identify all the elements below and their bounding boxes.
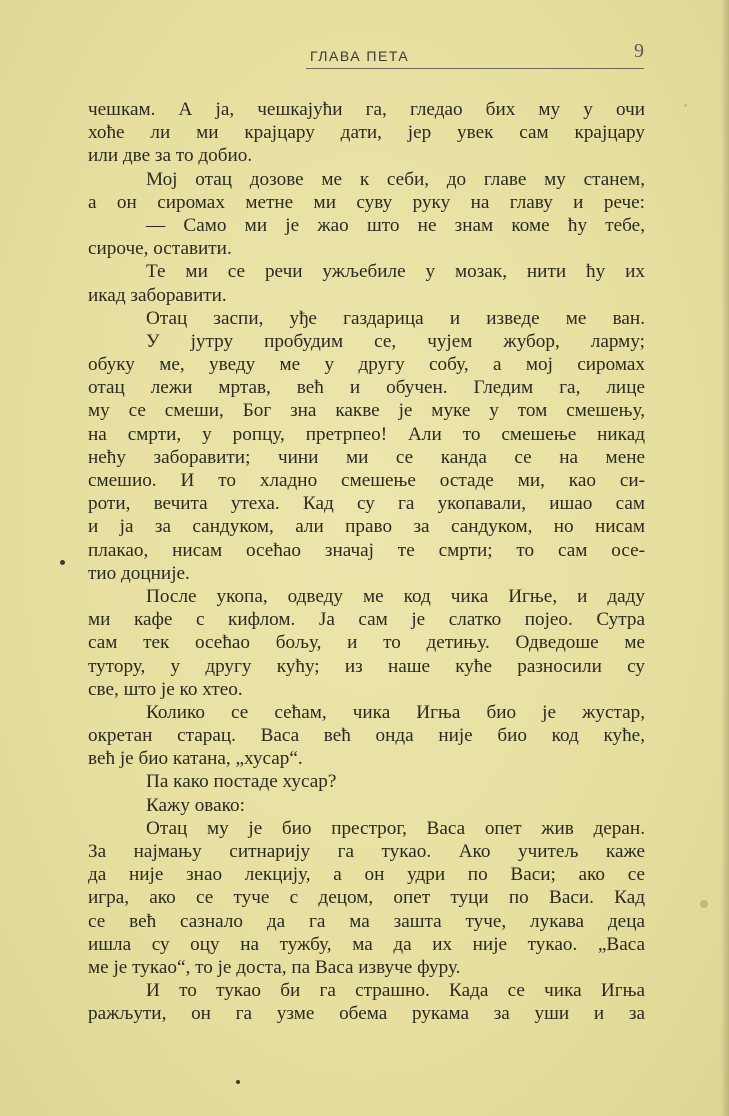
text-line: И то тукао би га страшно. Када се чика Игња: [146, 980, 645, 1002]
text-line: већ је био катана, „хусар“.: [88, 748, 303, 770]
text-line: ме је тукао“, то је доста, па Васа извуче фуру.: [88, 956, 461, 978]
text-line: Отац заспи, уђе газдарица и изведе ме ван.: [146, 307, 645, 329]
text-line: ишла су оцу на тужбу, ма да их није тукао. „Васа: [88, 933, 645, 955]
text-line: плакао, нисам осећао значај те смрти; то сам осе-: [88, 539, 645, 561]
text-line: сам тек осећао бољу, и то детињу. Одведоше ме: [88, 632, 645, 654]
text-line: му се смеши, Бог зна какве је муке у том смешењу,: [88, 400, 645, 422]
margin-speck: [236, 1080, 240, 1084]
text-line: икад заборавити.: [88, 284, 227, 306]
text-line: да није знао лекцију, а он удри по Васи; ако се: [88, 864, 645, 886]
text-line: чешкам. А ја, чешкајући га, гледао бих му у очи: [88, 99, 645, 120]
text-line: тутору, у другу кућу; из наше куће разносили су: [88, 655, 645, 677]
text-line: игра, ако се туче с децом, опет туци по Васи. Кад: [88, 887, 645, 909]
text-line: Колико се сећам, чика Игња био је жустар,: [146, 701, 645, 723]
text-line: ми кафе с кифлом. Ја сам је слатко појео. Сутра: [88, 609, 645, 631]
page-number: 9: [634, 40, 644, 62]
text-line: и ја за сандуком, али право за сандуком, но нисам: [88, 516, 645, 538]
text-line: се већ сазнало да га ма зашта туче, лукава деца: [88, 910, 645, 932]
text-line: Па како постаде хусар?: [146, 771, 337, 793]
text-line: Кажу овако:: [146, 794, 245, 816]
page-edge-shadow: [721, 0, 729, 1116]
text-line: смешио. И то хладно смешење остаде ми, као си-: [88, 470, 645, 491]
text-line: Те ми се речи ужљебиле у мозак, нити ћу их: [146, 261, 645, 283]
text-line: окретан старац. Васа већ онда није био код куће,: [88, 725, 645, 747]
body-text: [88, 98, 645, 1026]
text-line: отац лежи мртав, већ и обучен. Гледим га, лице: [88, 377, 645, 399]
header-rule: [306, 68, 644, 69]
text-line: Отац му је био престрог, Васа опет жив деран.: [146, 817, 645, 839]
text-line: — Само ми је жао што не знам коме ћу тебе,: [146, 214, 645, 236]
text-line: После укопа, одведу ме код чика Игње, и даду: [146, 585, 645, 607]
text-line: обуку ме, уведу ме у другу собу, а мој сиромах: [88, 354, 645, 376]
paper-stain: [684, 104, 687, 107]
running-head: ГЛАВА ПЕТА: [310, 48, 410, 64]
text-line: све, што је ко хтео.: [88, 678, 243, 700]
text-line: У јутру пробудим се, чујем жубор, ларму;: [146, 330, 645, 352]
text-line: За најмању ситнарију га тукао. Ако учитељ каже: [88, 841, 645, 862]
text-line: нећу заборавити; чини ми се канда се на мене: [88, 446, 645, 468]
margin-speck: [60, 560, 65, 565]
text-line: на смрти, у ропцу, претрпео! Али то смешење никад: [88, 423, 645, 445]
text-line: роти, вечита утеха. Кад су га укопавали, ишао сам: [88, 493, 645, 515]
page-header: [88, 40, 644, 72]
text-line: или две за то добио.: [88, 145, 253, 167]
text-line: Мој отац дозове ме к себи, до главе му станем,: [146, 168, 645, 190]
text-line: тио доцније.: [88, 562, 190, 584]
text-line: хоће ли ми крајцару дати, јер увек сам крајцару: [88, 122, 645, 144]
text-line: сироче, оставити.: [88, 238, 232, 260]
text-line: а он сиромах метне ми суву руку на главу и рече:: [88, 191, 645, 213]
text-line: ражљути, он га узме обема рукама за уши и за: [88, 1003, 645, 1025]
paper-stain: [700, 900, 708, 908]
